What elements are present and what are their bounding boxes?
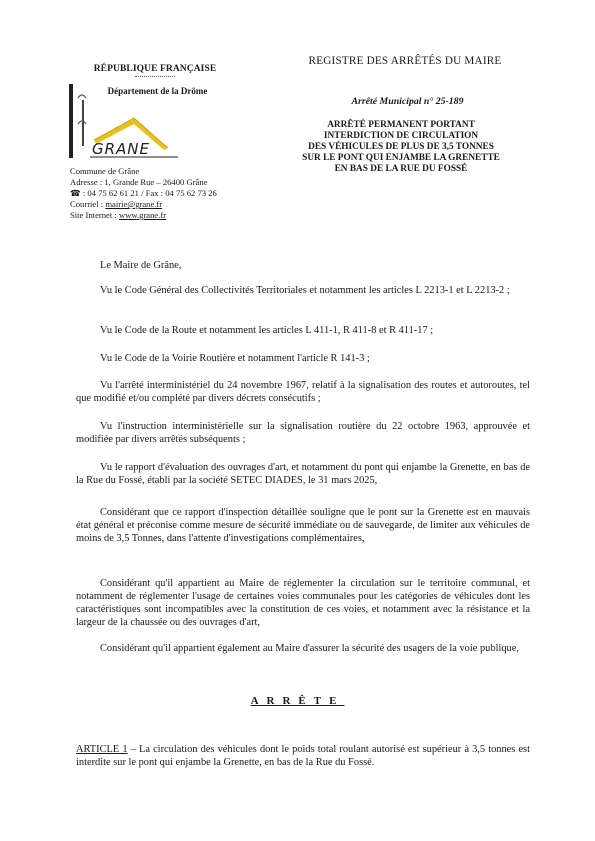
paragraph-considerant-2: Considérant qu'il appartient au Maire de réglementer la circulation sur le territoire communal, et notamment de réglementer l'usage de certaines voies communales pour les catégories de véhicules dont les caractéristiques sont incompatibles avec la constitution de ces voies, et notamment avec la résistance et la largeur de la chaussée ou des ouvrages d'art, bbox=[76, 578, 530, 628]
subject-line: EN BAS DE LA RUE DU FOSSÉ bbox=[334, 164, 468, 174]
subject-line: DES VÉHICULES DE PLUS DE 3,5 TONNES bbox=[308, 142, 494, 152]
email-line bbox=[70, 199, 290, 210]
article-1-text: – La circulation des véhicules dont le poids total roulant autorisé est supérieur à 3,5 tonnes est interdite sur le pont qui enjambe la Grenette, en bas de la Rue du Fossé. bbox=[76, 744, 530, 768]
phone-line: ☎ : 04 75 62 61 21 / Fax : 04 75 62 73 26 bbox=[70, 188, 217, 198]
arrete-subject bbox=[280, 120, 522, 175]
website-link[interactable]: www.grane.fr bbox=[118, 210, 167, 220]
subject-line: SUR LE PONT QUI ENJAMBE LA GRENETTE bbox=[302, 153, 500, 163]
article-1 bbox=[76, 743, 530, 769]
republique-label: RÉPUBLIQUE FRANÇAISE bbox=[93, 64, 217, 74]
email-link[interactable]: mairie@grane.fr bbox=[105, 199, 163, 209]
paragraph-arrete-1967: Vu l'arrêté interministériel du 24 novembre 1967, relatif à la signalisation des routes et autoroutes, tel que modifié et/ou complété par divers décrets consécutifs ; bbox=[76, 380, 530, 404]
article-1-label: ARTICLE 1 bbox=[76, 744, 128, 755]
separator-line bbox=[135, 76, 175, 77]
contact-block bbox=[70, 166, 290, 221]
subject-line: ARRÊTÉ PERMANENT PORTANT bbox=[327, 120, 475, 130]
paragraph-rapport: Vu le rapport d'évaluation des ouvrages d'art, et notamment du pont qui enjambe la Grenette, en bas de la Rue du Fossé, établi par la société SETEC DIADES, le 31 mars 2025, bbox=[76, 462, 530, 486]
website-line bbox=[70, 210, 290, 221]
website-label: Site Internet : bbox=[70, 210, 119, 220]
arrete-heading: ARRÊTE bbox=[250, 695, 345, 707]
subject-line: INTERDICTION DE CIRCULATION bbox=[323, 131, 479, 141]
paragraph-instruction-1963: Vu l'instruction interministérielle sur la signalisation routière du 22 octobre 1963, approuvée et modifiée par divers arrêtés subséquents ; bbox=[76, 421, 530, 445]
commune-name: Commune de Grâne bbox=[70, 166, 140, 176]
email-label: Courriel : bbox=[70, 199, 106, 209]
maire-heading: Le Maire de Grâne, bbox=[100, 260, 182, 271]
logo-text: GRANE bbox=[92, 140, 151, 158]
paragraph-cgct: Vu le Code Général des Collectivités Territoriales et notamment les articles L 2213-1 et L 2213-2 ; bbox=[100, 285, 510, 296]
paragraph-considerant-1: Considérant que ce rapport d'inspection détaillée souligne que le pont sur la Grenette est en mauvais état général et préconise comme mesure de sécurité immédiate ou de sauvegarde, de limiter aux véhicules de moins de 3,5 Tonnes, dans l'attente d'investigations complémentaires, bbox=[76, 507, 530, 544]
arrete-number: Arrêté Municipal n° 25-189 bbox=[351, 96, 464, 107]
departement-label: Département de la Drôme bbox=[107, 86, 208, 96]
paragraph-code-voirie: Vu le Code de la Voirie Routière et notamment l'article R 141-3 ; bbox=[100, 353, 370, 364]
grane-logo bbox=[68, 78, 186, 162]
registre-title: REGISTRE DES ARRÊTÉS DU MAIRE bbox=[308, 55, 502, 67]
paragraph-considerant-3: Considérant qu'il appartient également au Maire d'assurer la sécurité des usagers de la voie publique, bbox=[100, 643, 519, 654]
address-line: Adresse : 1, Grande Rue – 26400 Grâne bbox=[70, 177, 208, 187]
paragraph-code-route: Vu le Code de la Route et notamment les articles L 411-1, R 411-8 et R 411-17 ; bbox=[100, 325, 434, 336]
